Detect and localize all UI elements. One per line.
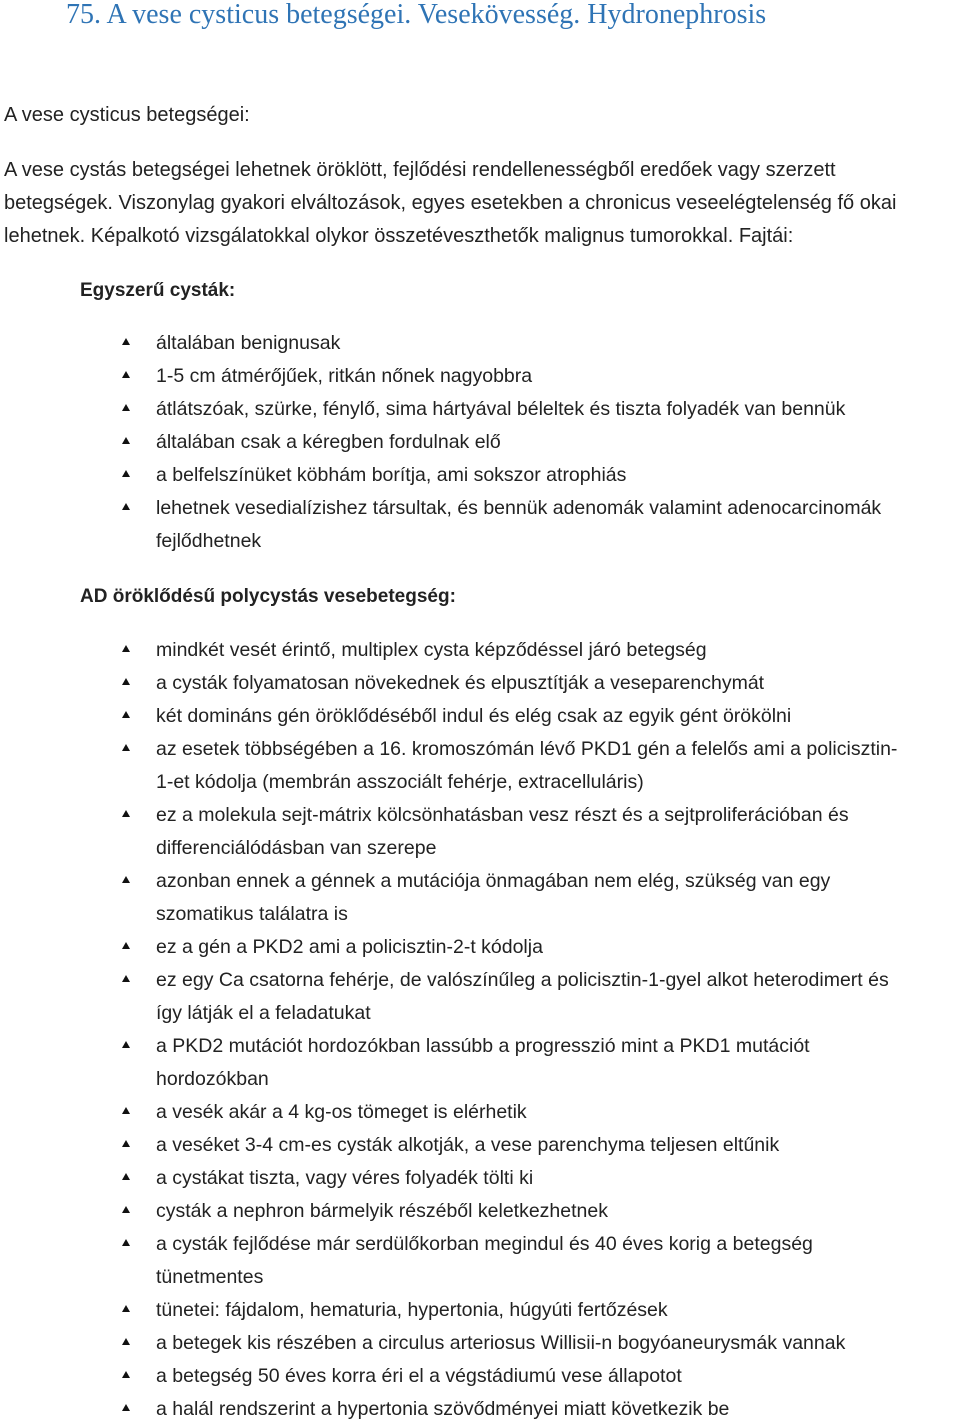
list-item-text: szomatikus találatra is	[156, 903, 348, 925]
list-item-text: a cystákat tiszta, vagy véres folyadék tölti ki	[156, 1167, 534, 1189]
list-item-text: tünetmentes	[156, 1266, 264, 1288]
list-item-text: cysták a nephron bármelyik részéből keletkezhetnek	[156, 1200, 608, 1222]
list-item-text: ez a molekula sejt-mátrix kölcsönhatásban vesz részt és a sejtproliferációban és	[156, 804, 849, 826]
bullet-arrow-icon	[122, 678, 130, 685]
bullet-arrow-icon	[122, 975, 130, 982]
intro-line: A vese cystás betegségei lehetnek öröklött, fejlődési rendellenességből eredőek vagy szerzett	[4, 159, 836, 181]
list-item-text: 1-5 cm átmérőjűek, ritkán nőnek nagyobbra	[156, 365, 533, 387]
bullet-arrow-icon	[122, 1206, 130, 1213]
page-title: 75. A vese cysticus betegségei. Vesekövesség. Hydronephrosis	[66, 0, 767, 30]
bullet-arrow-icon	[122, 1173, 130, 1180]
bullet-arrow-icon	[122, 1371, 130, 1378]
list-item-text: két domináns gén öröklődéséből indul és elég csak az egyik gént örökölni	[156, 705, 792, 727]
list-item-text: általában benignusak	[156, 332, 341, 354]
bullet-arrow-icon	[122, 1239, 130, 1246]
list-item-text: lehetnek vesedialízishez társultak, és bennük adenomák valamint adenocarcinomák	[156, 497, 882, 519]
list-item-text: a cysták folyamatosan növekednek és elpusztítják a veseparenchymát	[156, 672, 765, 694]
bullet-arrow-icon	[122, 810, 130, 817]
list-item-text: a cysták fejlődése már serdülőkorban megindul és 40 éves korig a betegség	[156, 1233, 813, 1255]
bullet-arrow-icon	[122, 645, 130, 652]
list-item-text: hordozókban	[156, 1068, 269, 1090]
list-item-text: tünetei: fájdalom, hematuria, hypertonia, húgyúti fertőzések	[156, 1299, 668, 1321]
bullet-arrow-icon	[122, 876, 130, 883]
list-item-text: általában csak a kéregben fordulnak elő	[156, 431, 501, 453]
list-item-text: 1-et kódolja (membrán asszociált fehérje, extracelluláris)	[156, 771, 644, 793]
bullet-arrow-icon	[122, 1107, 130, 1114]
list-item-text: fejlődhetnek	[156, 530, 262, 552]
bullet-arrow-icon	[122, 1404, 130, 1411]
list-item-text: ez egy Ca csatorna fehérje, de valószínűleg a policisztin-1-gyel alkot heterodimert és	[156, 969, 889, 991]
bullet-arrow-icon	[122, 1041, 130, 1048]
list-item-text: a belfelszínüket köbhám borítja, ami sokszor atrophiás	[156, 464, 627, 486]
simple-cysts-heading: Egyszerű cysták:	[80, 280, 236, 301]
list-item-text: a vesék akár a 4 kg-os tömeget is elérhetik	[156, 1101, 527, 1123]
list-item-text: a betegek kis részében a circulus arteriosus Willisii-n bogyóaneurysmák vannak	[156, 1332, 846, 1354]
bullet-arrow-icon	[122, 744, 130, 751]
list-item-text: ez a gén a PKD2 ami a policisztin-2-t kódolja	[156, 936, 543, 958]
list-item-text: mindkét vesét érintő, multiplex cysta képződéssel járó betegség	[156, 639, 707, 661]
list-item-text: átlátszóak, szürke, fénylő, sima hártyával béleltek és tiszta folyadék van bennük	[156, 398, 846, 420]
bullet-arrow-icon	[122, 942, 130, 949]
list-item-text: azonban ennek a génnek a mutációja önmagában nem elég, szükség van egy	[156, 870, 831, 892]
bullet-arrow-icon	[122, 1305, 130, 1312]
list-item-text: a veséket 3-4 cm-es cysták alkotják, a vese parenchyma teljesen eltűnik	[156, 1134, 780, 1156]
bullet-arrow-icon	[122, 1140, 130, 1147]
bullet-arrow-icon	[122, 711, 130, 718]
section-heading: A vese cysticus betegségei:	[4, 104, 250, 126]
list-item-text: a PKD2 mutációt hordozókban lassúbb a progresszió mint a PKD1 mutációt	[156, 1035, 810, 1057]
list-item-text: differenciálódásban van szerepe	[156, 837, 437, 859]
list-item-text: az esetek többségében a 16. kromoszómán lévő PKD1 gén a felelős ami a policisztin-	[156, 738, 898, 760]
list-item-text: így látják el a feladatukat	[156, 1002, 371, 1024]
intro-line: lehetnek. Képalkotó vizsgálatokkal olykor összetéveszthetők malignus tumorokkal. Fajtái:	[4, 225, 794, 247]
bullet-arrow-icon	[122, 1338, 130, 1345]
list-item-text: a halál rendszerint a hypertonia szövődményei miatt következik be	[156, 1398, 730, 1420]
list-item-text: a betegség 50 éves korra éri el a végstádiumú vese állapotot	[156, 1365, 682, 1387]
intro-line: betegségek. Viszonylag gyakori elváltozások, egyes esetekben a chronicus veseelégtelenség fő okai	[4, 192, 897, 214]
ad-pkd-heading: AD öröklődésű polycystás vesebetegség:	[80, 586, 456, 607]
